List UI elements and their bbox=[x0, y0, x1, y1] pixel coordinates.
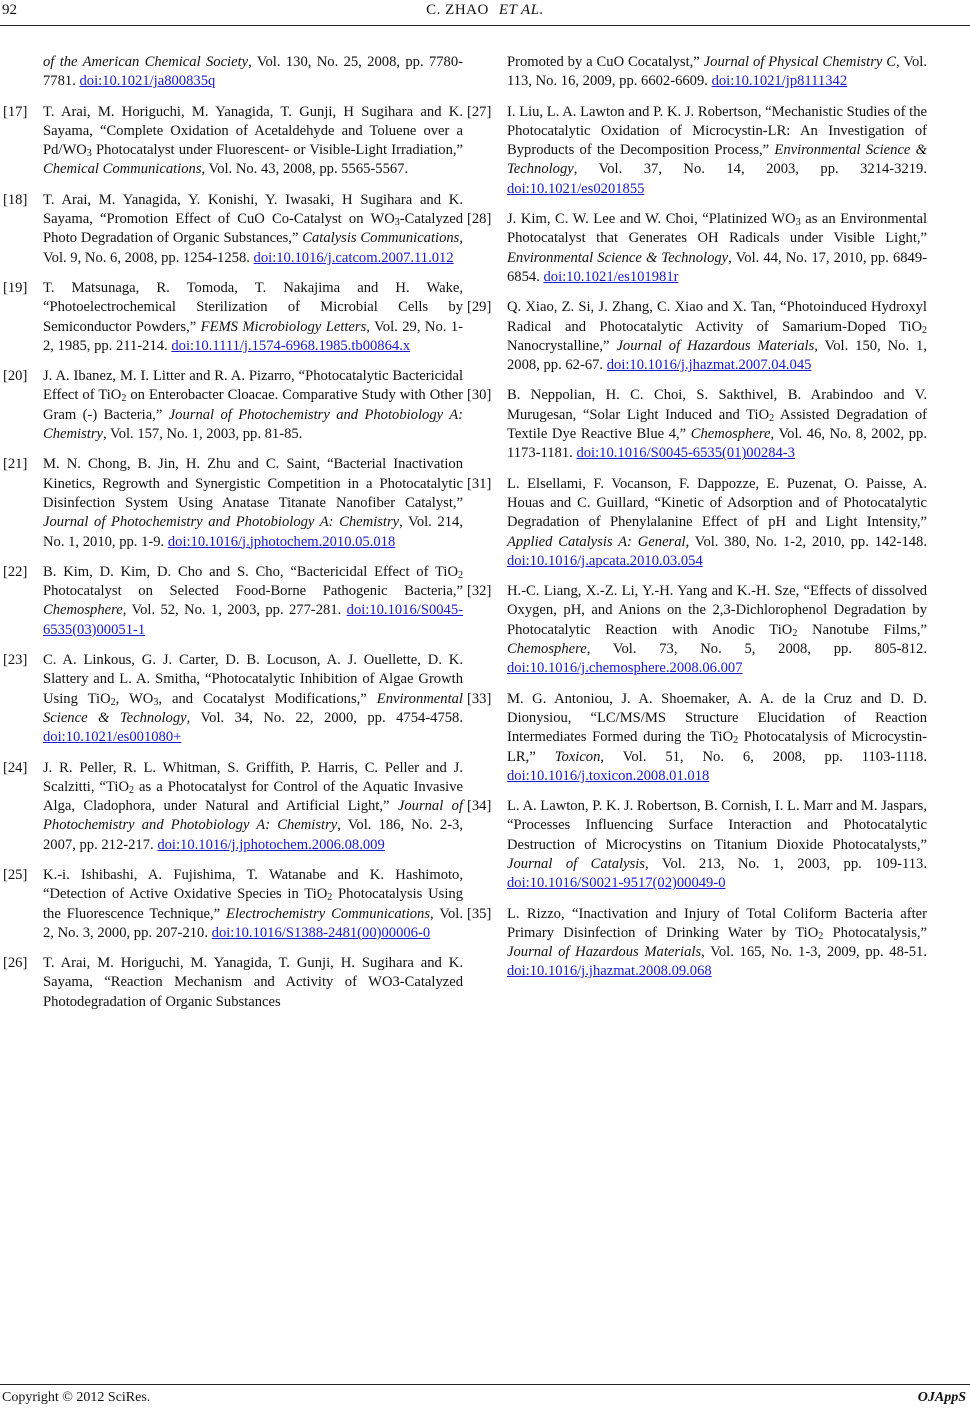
reference-text: , Vol. 130, No. 25, 2008, pp. 7780-7781. bbox=[43, 54, 463, 90]
reference-text: -Catalyzed Photo Degradation of Organic Substances,” bbox=[43, 211, 463, 247]
reference-number: [24] bbox=[3, 759, 28, 776]
subscript: 2 bbox=[110, 696, 116, 708]
doi-link[interactable]: doi:10.1016/j.jphotochem.2006.08.009 bbox=[157, 836, 385, 853]
header-rule bbox=[0, 25, 970, 26]
reference-text: , Vol. 214, No. 1, 2010, pp. 1-9. bbox=[43, 514, 463, 550]
reference-entry bbox=[3, 279, 464, 356]
subscript: 2 bbox=[327, 892, 333, 904]
reference-entry bbox=[467, 386, 927, 463]
doi-link[interactable]: doi:10.1016/S1388-2481(00)00006-0 bbox=[211, 924, 431, 941]
doi-link[interactable]: doi:10.1111/j.1574-6968.1985.tb00864.x bbox=[171, 337, 411, 354]
doi-link[interactable]: doi:10.1021/es0201855 bbox=[507, 180, 645, 197]
subscript: 3 bbox=[86, 148, 92, 160]
doi-link[interactable]: doi:10.1021/jp8111342 bbox=[711, 73, 848, 90]
doi-link[interactable]: doi:10.1016/j.apcata.2010.03.054 bbox=[507, 552, 703, 569]
reference-text: Promoted by a CuO Cocatalyst,” bbox=[507, 54, 704, 70]
reference-entry bbox=[3, 866, 463, 943]
journal-title: Journal of Photochemistry and Photobiology A: Chemistry bbox=[43, 798, 464, 834]
reference-entry bbox=[467, 475, 927, 571]
journal-title: Chemosphere bbox=[507, 641, 587, 658]
copyright-notice: Copyright © 2012 SciRes. bbox=[2, 1390, 151, 1405]
reference-text: , Vol. No. 43, 2008, pp. 5565-5567. bbox=[201, 161, 409, 178]
reference-text: , Vol. 113, No. 16, 2009, pp. 6602-6609. bbox=[507, 54, 927, 90]
journal-title: Chemosphere bbox=[43, 602, 123, 619]
journal-title: Applied Catalysis A: General bbox=[507, 533, 686, 550]
reference-text: T. Matsunaga, R. Tomoda, T. Nakajima and H. Wake, “Photoelectrochemical Sterilization of Microbial Cells by Semiconductor Powders,” bbox=[43, 279, 463, 335]
subscript: 2 bbox=[121, 393, 127, 405]
journal-title: Chemosphere bbox=[690, 426, 771, 443]
doi-link[interactable]: doi:10.1016/j.jhazmat.2008.09.068 bbox=[507, 963, 712, 980]
journal-title: Journal of Physical Chemistry C bbox=[703, 54, 897, 70]
journal-title: Journal of Hazardous Materials bbox=[616, 337, 815, 354]
reference-number: [23] bbox=[3, 652, 28, 669]
reference-number: [26] bbox=[3, 955, 28, 972]
reference-text: L. A. Lawton, P. K. J. Robertson, B. Cornish, I. L. Marr and M. Jaspars, “Processes Influencing Surface Interaction and Photocatalytic Destruction of Microcystins on Titanium Dioxide Photocatalysts,” bbox=[507, 798, 927, 853]
reference-text: , WO bbox=[115, 690, 154, 707]
running-head-authors: C. ZHAO bbox=[426, 2, 489, 18]
reference-text: , Vol. 29, No. 1-2, 1985, pp. 211-214. bbox=[43, 318, 464, 354]
reference-entry bbox=[467, 690, 927, 786]
reference-number: [18] bbox=[3, 191, 28, 208]
journal-title: Chemical Communications bbox=[43, 161, 202, 178]
doi-link[interactable]: doi:10.1016/j.jphotochem.2010.05.018 bbox=[167, 533, 396, 550]
page-number: 92 bbox=[2, 2, 17, 18]
reference-text: Photocatalysis,” bbox=[823, 924, 928, 941]
reference-entry bbox=[467, 298, 927, 375]
running-head-et-al: ET AL. bbox=[498, 2, 544, 18]
reference-number: [28] bbox=[467, 211, 492, 228]
reference-text: on Enterobacter Cloacae. Comparative Study with Other Gram (-) Bacteria,” bbox=[43, 387, 463, 423]
reference-text: , Vol. 44, No. 17, 2010, pp. 6849-6854. bbox=[507, 249, 927, 285]
reference-number: [30] bbox=[467, 387, 492, 404]
reference-number: [22] bbox=[3, 563, 28, 580]
reference-text: , Vol. 380, No. 1-2, 2010, pp. 142-148. bbox=[685, 533, 927, 550]
reference-entry bbox=[3, 103, 463, 180]
running-head bbox=[0, 2, 970, 19]
journal-title: Electrochemistry Communications bbox=[226, 905, 431, 922]
doi-link[interactable]: doi:10.1016/j.catcom.2007.11.012 bbox=[253, 249, 454, 266]
reference-text: , Vol. 2, No. 3, 2000, pp. 207-210. bbox=[43, 905, 463, 941]
subscript: 2 bbox=[733, 735, 739, 747]
reference-text: L. Rizzo, “Inactivation and Injury of Total Coliform Bacteria after Primary Disinfection of Drinking Water by TiO bbox=[507, 905, 927, 941]
doi-link[interactable]: doi:10.1021/ja800835q bbox=[79, 73, 216, 90]
reference-number: [35] bbox=[467, 905, 492, 922]
journal-title: Catalysis Communications bbox=[302, 230, 460, 247]
reference-text: , Vol. 73, No. 5, 2008, pp. 805-812. bbox=[586, 641, 927, 658]
doi-link[interactable]: doi:10.1016/j.chemosphere.2008.06.007 bbox=[507, 660, 743, 677]
reference-text: as an Environmental Photocatalyst that Generates OH Radicals under Visible Light,” bbox=[507, 211, 927, 247]
reference-text: Photocatalyst on Selected Food-Borne Pathogenic Bacteria,” bbox=[43, 583, 463, 600]
reference-text: Photocatalysis Using the Fluorescence Technique,” bbox=[43, 886, 463, 922]
reference-text: , Vol. 52, No. 1, 2003, pp. 277-281. bbox=[122, 602, 347, 619]
reference-entry bbox=[3, 191, 464, 268]
reference-text: B. Kim, D. Kim, D. Cho and S. Cho, “Bactericidal Effect of TiO bbox=[43, 563, 458, 580]
doi-link[interactable]: doi:10.1016/S0021-9517(02)00049-0 bbox=[507, 875, 726, 892]
journal-title: Journal of Photochemistry and Photobiology A: Chemistry bbox=[43, 514, 400, 531]
reference-text: , Vol. 213, No. 1, 2003, pp. 109-113. bbox=[644, 855, 927, 872]
reference-text: as a Photocatalyst for Control of the Aquatic Invasive Alga, Cladophora, under Natural and Artificial Light,” bbox=[43, 778, 464, 815]
reference-number: [34] bbox=[467, 798, 492, 815]
reference-text: H.-C. Liang, X.-Z. Li, Y.-H. Yang and K.-H. Sze, “Effects of dissolved Oxygen, pH, and Anions on the 2,3-Dichlorophenol Degradation by Photocatalytic Reaction with Anodic TiO bbox=[507, 583, 927, 638]
page-header bbox=[0, 0, 970, 28]
doi-link[interactable]: doi:10.1021/es001080+ bbox=[43, 729, 182, 746]
subscript: 2 bbox=[769, 412, 775, 424]
reference-text: Q. Xiao, Z. Si, J. Zhang, C. Xiao and X. Tan, “Photoinduced Hydroxyl Radical and Photocatalytic Activity of Samarium-Doped TiO bbox=[507, 299, 927, 335]
subscript: 2 bbox=[792, 627, 798, 639]
reference-text: , Vol. 186, No. 2-3, 2007, pp. 212-217. bbox=[43, 817, 464, 853]
reference-entry bbox=[467, 210, 927, 287]
reference-number: [32] bbox=[467, 583, 492, 600]
reference-entry bbox=[3, 367, 463, 444]
reference-text: M. N. Chong, B. Jin, H. Zhu and C. Saint, “Bacterial Inactivation Kinetics, Regrowth and Synergistic Competition in a Photocatalytic Disinfection System Using Anatase Titanate Nanofiber Catalyst,” bbox=[43, 456, 463, 511]
right-column bbox=[467, 53, 928, 993]
reference-text: , Vol. 51, No. 6, 2008, pp. 1103-1118. bbox=[600, 748, 927, 765]
reference-text: M. G. Antoniou, J. A. Shoemaker, A. A. de la Cruz and D. D. Dionysiou, “LC/MS/MS Structure Elucidation of Reaction Intermediates Formed during the TiO bbox=[507, 690, 927, 746]
reference-entry bbox=[43, 53, 463, 92]
doi-link[interactable]: doi:10.1016/S0045-6535(01)00284-3 bbox=[576, 445, 795, 462]
reference-text: C. A. Linkous, G. J. Carter, D. B. Locuson, A. J. Ouellette, D. K. Slattery and L. A. Smitha, “Photocatalytic Inhibition of Algae Growth Using TiO bbox=[43, 652, 463, 707]
reference-number: [29] bbox=[467, 299, 492, 316]
reference-text: , Vol. 9, No. 6, 2008, pp. 1254-1258. bbox=[43, 230, 464, 266]
reference-text: Photocatalysis of Microcystin-LR,” bbox=[507, 729, 927, 765]
doi-link[interactable]: doi:10.1016/j.jhazmat.2007.04.045 bbox=[606, 357, 812, 374]
reference-text: Nanotube Films,” bbox=[797, 621, 927, 638]
reference-text: T. Arai, M. Horiguchi, M. Yanagida, T. Gunji, H Sugihara and K. Sayama, “Complete Oxidation of Acetaldehyde and Toluene over a Pd/WO bbox=[43, 103, 463, 159]
subscript: 3 bbox=[153, 696, 159, 708]
reference-text: J. Kim, C. W. Lee and W. Choi, “Platinized WO bbox=[507, 211, 796, 228]
reference-text: , Vol. 165, No. 1-3, 2009, pp. 48-51. bbox=[701, 944, 928, 961]
reference-number: [20] bbox=[3, 368, 28, 385]
reference-number: [25] bbox=[3, 866, 28, 883]
doi-link[interactable]: doi:10.1016/j.toxicon.2008.01.018 bbox=[507, 767, 710, 784]
reference-entry bbox=[3, 954, 463, 1012]
journal-title: Toxicon bbox=[554, 748, 601, 765]
reference-text: I. Liu, L. A. Lawton and P. K. J. Robertson, “Mechanistic Studies of the Photocatalytic Oxidation of Microcystin-LR: An Investigation of Byproducts of the Decomposition Process,” bbox=[507, 103, 927, 159]
subscript: 2 bbox=[128, 784, 134, 796]
journal-abbreviation: OJAppS bbox=[917, 1390, 966, 1405]
reference-entry bbox=[3, 759, 464, 855]
reference-entry bbox=[507, 53, 927, 92]
reference-number: [21] bbox=[3, 456, 28, 473]
page-footer bbox=[0, 1390, 970, 1414]
left-column bbox=[3, 53, 464, 1023]
doi-link[interactable]: doi:10.1016/S0045-6535(03)00051-1 bbox=[43, 602, 463, 638]
reference-text: T. Arai, M. Horiguchi, M. Yanagida, T. Gunji, H. Sugihara and K. Sayama, “Reaction Mechanism and Activity of WO3-Catalyzed Photodegradation of Organic Substances bbox=[43, 955, 463, 1010]
reference-entry bbox=[467, 103, 928, 199]
reference-entry bbox=[3, 455, 463, 551]
reference-text: L. Elsellami, F. Vocanson, F. Dappozze, E. Puzenat, O. Paisse, A. Houas and C. Guillard, “Kinetic of Adsorption and of Photocatalytic Degradation of Phenylalanine Effect of pH and Light Intensity,” bbox=[507, 475, 927, 531]
reference-text: , Vol. 46, No. 8, 2002, pp. 1173-1181. bbox=[507, 426, 927, 462]
subscript: 3 bbox=[394, 217, 400, 229]
reference-text: , Vol. 157, No. 1, 2003, pp. 81-85. bbox=[103, 426, 303, 443]
reference-number: [31] bbox=[467, 475, 492, 492]
subscript: 3 bbox=[795, 217, 801, 229]
journal-title: Environmental Science & Technology bbox=[43, 690, 463, 726]
reference-text: Nanocrystalline,” bbox=[507, 337, 617, 354]
subscript: 2 bbox=[818, 930, 824, 942]
subscript: 2 bbox=[922, 324, 927, 336]
reference-number: [17] bbox=[3, 103, 28, 120]
reference-text: , Vol. 34, No. 22, 2000, pp. 4754-4758. bbox=[186, 709, 463, 726]
reference-entry bbox=[3, 651, 463, 747]
reference-text: J. R. Peller, R. L. Whitman, S. Griffith, P. Harris, C. Peller and J. Scalzitti, “TiO bbox=[43, 759, 463, 795]
reference-entry bbox=[3, 563, 463, 640]
reference-number: [33] bbox=[467, 690, 492, 707]
reference-text: , and Cocatalyst Modifications,” bbox=[158, 690, 377, 707]
reference-text: , Vol. 37, No. 14, 2003, pp. 3214-3219. bbox=[573, 161, 927, 178]
reference-number: [27] bbox=[467, 103, 492, 120]
doi-link[interactable]: doi:10.1021/es101981r bbox=[543, 268, 679, 285]
reference-text: Photocatalyst under Fluorescent- or Visible-Light Irradiation,” bbox=[91, 142, 463, 159]
reference-entry bbox=[467, 905, 928, 982]
journal-title: Journal of Catalysis bbox=[507, 855, 645, 872]
reference-entry bbox=[467, 797, 927, 893]
journal-title: Environmental Science & Technology bbox=[507, 142, 928, 178]
journal-title: of the American Chemical Society bbox=[43, 54, 249, 70]
subscript: 2 bbox=[458, 569, 463, 581]
reference-text: K.-i. Ishibashi, A. Fujishima, T. Watanabe and K. Hashimoto, “Detection of Active Oxidative Species in TiO bbox=[43, 866, 463, 903]
footer-rule bbox=[0, 1384, 970, 1385]
reference-text: Assisted Degradation of Textile Dye Reactive Blue 4,” bbox=[507, 406, 927, 443]
journal-title: Journal of Photochemistry and Photobiology A: Chemistry bbox=[43, 406, 463, 443]
reference-text: T. Arai, M. Yanagida, Y. Konishi, Y. Iwasaki, H Sugihara and K. Sayama, “Promotion Effect of CuO Co-Catalyst on WO bbox=[43, 191, 463, 228]
reference-text: B. Neppolian, H. C. Choi, S. Sakthivel, B. Arabindoo and V. Murugesan, “Solar Light Induced and TiO bbox=[507, 387, 927, 423]
reference-text: J. A. Ibanez, M. I. Litter and R. A. Pizarro, “Photocatalytic Bactericidal Effect of TiO bbox=[43, 368, 463, 404]
reference-number: [19] bbox=[3, 279, 28, 296]
journal-title: FEMS Microbiology Letters bbox=[200, 318, 367, 335]
reference-text: , Vol. 150, No. 1, 2008, pp. 62-67. bbox=[507, 337, 927, 374]
journal-title: Environmental Science & Technology bbox=[507, 249, 729, 266]
reference-entry bbox=[467, 582, 927, 678]
journal-title: Journal of Hazardous Materials bbox=[507, 944, 702, 961]
